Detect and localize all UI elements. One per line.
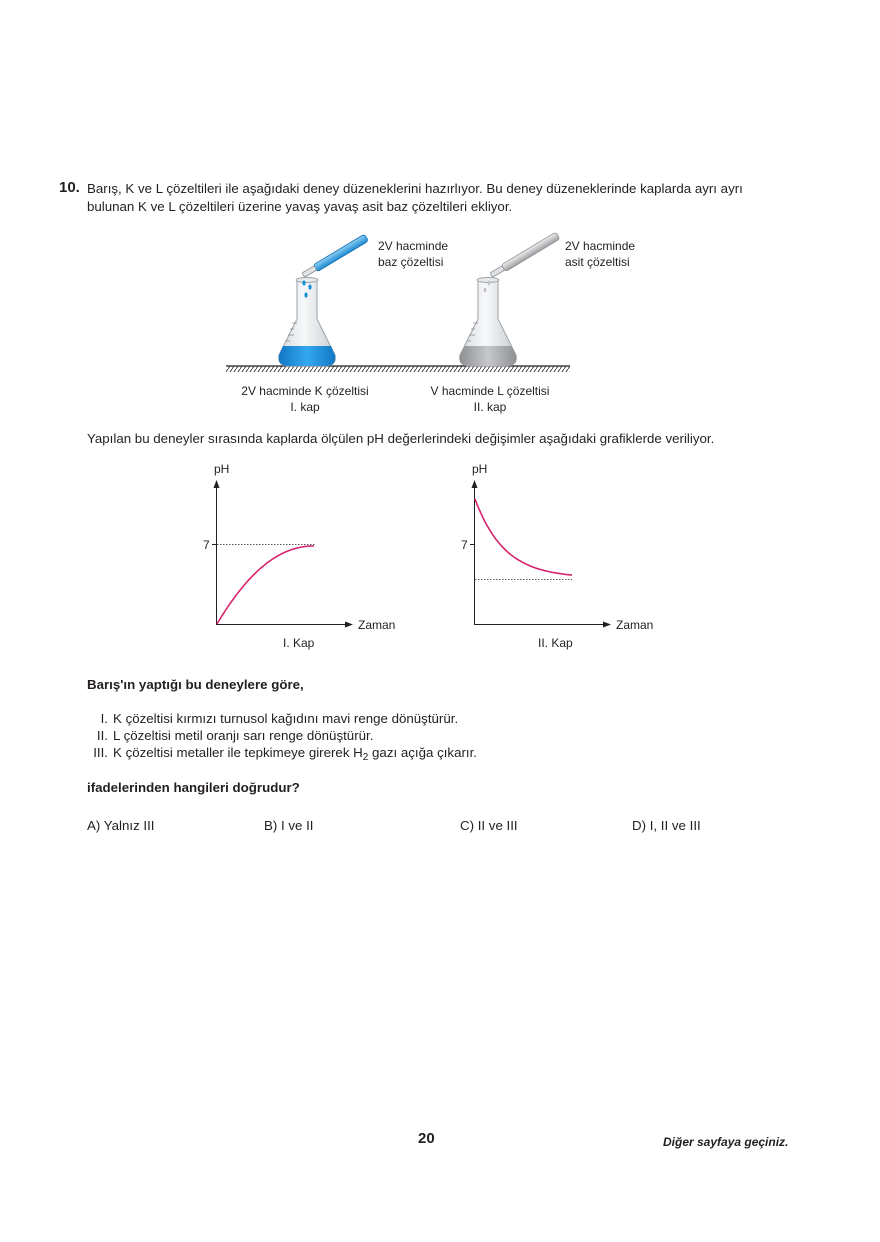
statement-3: [87, 745, 477, 763]
flask-1-label-line-2: I. kap: [290, 400, 320, 414]
dropper-2-acid: [490, 232, 560, 277]
chart-2-title: II. Kap: [538, 636, 573, 650]
statement-1-numeral: I.: [100, 711, 108, 726]
chart-1-ylabel: pH: [214, 462, 230, 476]
question-prompt: ifadelerinden hangileri doğrudur?: [87, 780, 300, 795]
statement-3-text-before: K çözeltisi metaller ile tepkimeye girerek H: [113, 745, 363, 760]
chart-2-y-tick-label: 7: [461, 538, 468, 552]
prompt: Barış'ın yaptığı bu deneylere göre,: [87, 677, 304, 692]
flask-1-blue: [279, 278, 336, 367]
flask-2-gray: [460, 278, 517, 367]
table-surface: [226, 366, 570, 372]
chart-2-ylabel: pH: [472, 462, 488, 476]
chart-2: [0, 460, 880, 660]
chart-2-xlabel: Zaman: [616, 618, 654, 632]
stem-line-1: Barış, K ve L çözeltileri ile aşağıdaki deney düzeneklerini hazırlıyor. Bu deney düzeneklerinde kaplarda ayrı ayrı: [87, 181, 743, 196]
question-stem: [87, 180, 817, 216]
dropper-1-label-line-1: 2V hacminde: [378, 239, 449, 253]
flask-2-label: [410, 383, 570, 415]
flask-1-label: [225, 383, 385, 415]
option-a[interactable]: A) Yalnız III: [87, 818, 155, 833]
question-number: 10.: [59, 179, 80, 196]
dropper-2-label-line-2: asit çözeltisi: [565, 255, 630, 269]
statement-1: [87, 711, 458, 726]
dropper-1-base: [302, 234, 369, 277]
page-number: 20: [418, 1130, 435, 1147]
chart-1-xlabel: Zaman: [358, 618, 396, 632]
chart-2-curve: [475, 499, 572, 575]
stem-line-2: bulunan K ve L çözeltileri üzerine yavaş yavaş asit baz çözeltileri ekliyor.: [87, 199, 513, 214]
graph-intro-text: Yapılan bu deneyler sırasında kaplarda ölçülen pH değerlerindeki değişimler aşağıdaki grafiklerde veriliyor.: [87, 431, 715, 446]
statement-2-numeral: II.: [96, 728, 108, 743]
statement-3-text-after: gazı açığa çıkarır.: [368, 745, 477, 760]
option-c[interactable]: C) II ve III: [460, 818, 518, 833]
next-page-note: Diğer sayfaya geçiniz.: [663, 1135, 789, 1149]
dropper-2-label-line-1: 2V hacminde: [565, 239, 636, 253]
statement-1-text: K çözeltisi kırmızı turnusol kağıdını mavi renge dönüştürür.: [113, 711, 459, 726]
statement-2: [87, 728, 373, 743]
flask-2-label-line-1: V hacminde L çözeltisi: [430, 384, 550, 398]
flask-2-label-line-2: II. kap: [473, 400, 507, 414]
statement-3-numeral: III.: [93, 745, 108, 760]
chart-2-x-arrow: [603, 622, 611, 628]
flask-1-label-line-1: 2V hacminde K çözeltisi: [241, 384, 369, 398]
option-b[interactable]: B) I ve II: [264, 818, 314, 833]
statement-2-text: L çözeltisi metil oranjı sarı renge dönüştürür.: [113, 728, 374, 743]
chart-2-y-arrow: [472, 480, 478, 488]
chart-1-y-tick-label: 7: [203, 538, 210, 552]
dropper-1-label: [378, 238, 448, 270]
statement-3-subscript: 2: [362, 752, 369, 763]
dropper-2-label: [565, 238, 635, 270]
dropper-1-label-line-2: baz çözeltisi: [378, 255, 444, 269]
option-d[interactable]: D) I, II ve III: [632, 818, 701, 833]
chart-1-title: I. Kap: [283, 636, 315, 650]
